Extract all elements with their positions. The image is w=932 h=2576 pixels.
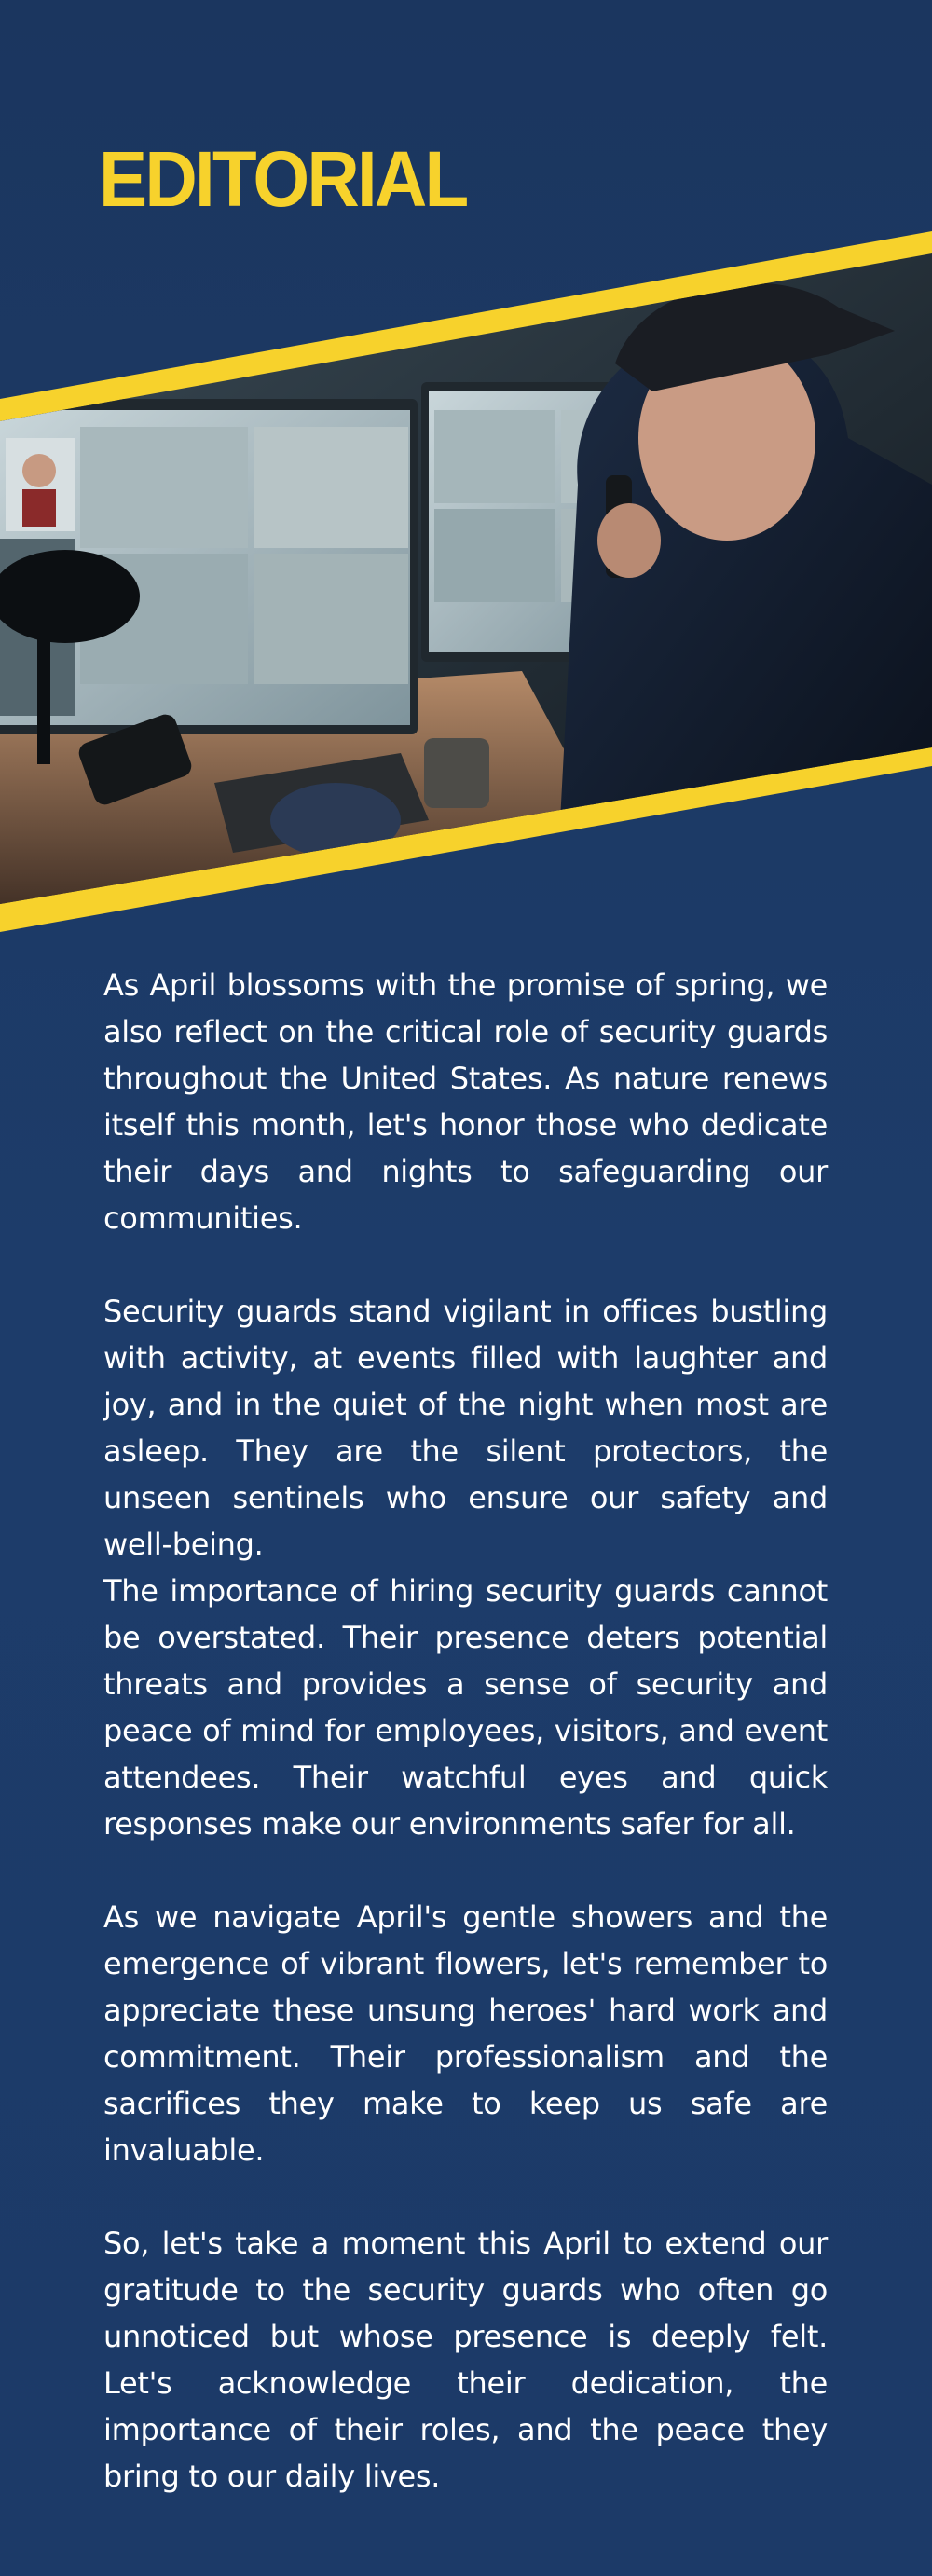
paragraph-5: So, let's take a moment this April to extend our gratitude to the security guards who often go unnoticed but whose presence is deeply felt. Let's acknowledge their dedication, the importance of their roles, and the peace they bring to our daily lives. — [103, 2226, 828, 2494]
paragraph-1: As April blossoms with the promise of spring, we also reflect on the critical role of security guards throughout the United States. As nature renews itself this month, let's honor those who dedicate their days and nights to safeguarding our communities. — [103, 967, 828, 1236]
paragraph-3: The importance of hiring security guards cannot be overstated. Their presence deters potential threats and provides a sense of security and peace of mind for employees, visitors, and event attendees. Their watchful eyes and quick responses make our environments safer for all. — [103, 1573, 828, 1842]
security-monitoring-photo-icon — [0, 0, 932, 932]
article-body — [103, 962, 828, 2546]
paragraph-4: As we navigate April's gentle showers and the emergence of vibrant flowers, let's remember to appreciate these unsung heroes' hard work and commitment. Their professionalism and the sacrifices they make to keep us safe are invaluable. — [103, 1899, 828, 2168]
page-title: EDITORIAL — [99, 135, 467, 223]
paragraph-2: Security guards stand vigilant in offices bustling with activity, at events filled with laughter and joy, and in the quiet of the night when most are asleep. They are the silent protectors, the unseen sentinels who ensure our safety and well-being. — [103, 1294, 828, 1562]
